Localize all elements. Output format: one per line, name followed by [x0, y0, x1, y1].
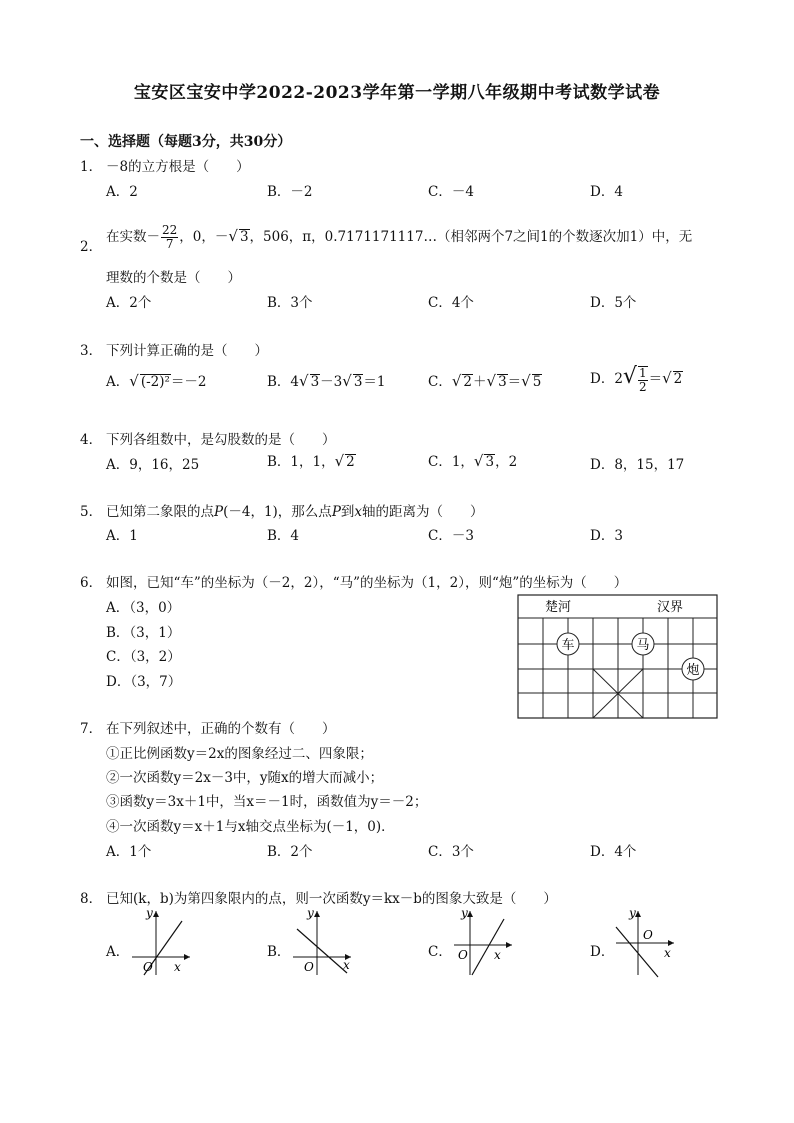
- question-text: －8的立方根是（ ）: [106, 159, 250, 175]
- denominator: 2: [638, 379, 647, 394]
- option-c: C．4个: [428, 295, 474, 311]
- option-d: D．4个: [590, 844, 637, 860]
- text-segment: 到: [340, 504, 355, 520]
- option-b: B．3个: [267, 295, 313, 311]
- piece-pao: [682, 658, 704, 680]
- question-number: 7．: [80, 721, 103, 737]
- graph-option-c: [448, 905, 518, 980]
- option-c: C．－4: [428, 184, 474, 200]
- text-var: P: [214, 504, 224, 520]
- option-label: B．4: [267, 374, 300, 390]
- radicand: (-2)²: [140, 374, 170, 390]
- option-b: B．: [267, 944, 291, 960]
- question-text: 如图，已知“车”的坐标为（－2，2），“马”的坐标为（1，2），则“炮”的坐标为（ ）: [106, 575, 628, 591]
- statement-2: ②一次函数y＝2x－3中，y随x的增大而减小；: [106, 770, 384, 786]
- option-c: C．: [428, 944, 452, 960]
- option-rest: ＝－2: [170, 374, 207, 390]
- radicand: 3: [498, 374, 507, 390]
- piece-ma-label: 马: [636, 638, 650, 653]
- board-label-left: 楚河: [545, 600, 572, 615]
- option-mid: ＋: [473, 374, 487, 390]
- option-b: [267, 370, 386, 390]
- question-text-line2: 理数的个数是（ ）: [106, 270, 241, 286]
- axis-x-label: x: [664, 946, 671, 960]
- text-segment: ，0，－: [179, 229, 229, 245]
- option-b: [267, 450, 356, 470]
- radicand: 3: [353, 374, 363, 390]
- text-segment: 轴的距离为（ ）: [362, 504, 484, 520]
- question-text: [106, 224, 692, 251]
- option-a: A．1个: [106, 844, 152, 860]
- text-segment: ，506，π，0.7171171117…（相邻两个7之间1的个数逐次加1）中，无: [249, 229, 693, 245]
- piece-che-label: 车: [561, 638, 575, 653]
- option-d: D．（3，7）: [106, 674, 182, 690]
- question-number: 5．: [80, 504, 103, 520]
- statement-4: ④一次函数y＝x＋1与x轴交点坐标为(－1，0)．: [106, 819, 395, 835]
- question-text: 在下列叙述中，正确的个数有（ ）: [106, 721, 336, 737]
- option-label: B．1，1，: [267, 454, 335, 470]
- text-segment: 已知第二象限的点: [106, 504, 214, 520]
- radical-sign: √: [662, 369, 672, 387]
- option-rest: ，2: [495, 454, 518, 470]
- radicand: 2: [463, 374, 472, 390]
- fraction: [638, 366, 648, 394]
- statement-3: ③函数y＝3x＋1中，当x＝－1时，函数值为y＝－2；: [106, 794, 428, 810]
- option-b: B．（3，1）: [106, 625, 181, 641]
- statement-1: ①正比例函数y＝2x的图象经过二、四象限；: [106, 746, 373, 762]
- option-label: D．2: [590, 371, 623, 387]
- radical-sign: √: [451, 372, 462, 390]
- question-text: 下列各组数中，是勾股数的是（ ）: [106, 432, 336, 448]
- question-number: 6．: [80, 575, 103, 591]
- page-title: 宝安区宝安中学2022-2023学年第一学期八年级期中考试数学试卷: [133, 83, 661, 103]
- radical-sign: √: [228, 227, 238, 245]
- question-number: 3．: [80, 343, 103, 359]
- option-b: B．4: [267, 528, 300, 544]
- numerator: 1: [638, 365, 647, 380]
- board-label-right: 汉界: [657, 600, 684, 615]
- radical-sign: √: [473, 452, 484, 470]
- radical-sign: √: [486, 372, 497, 390]
- option-c: [428, 450, 517, 470]
- radical-sign: √: [334, 452, 345, 470]
- option-d: [590, 364, 683, 394]
- option-label: A．: [106, 374, 130, 390]
- question-number: 2．: [80, 239, 103, 255]
- chess-board-figure: [517, 594, 719, 720]
- question-number: 4．: [80, 432, 103, 448]
- option-d: D．8，15，17: [590, 457, 685, 473]
- option-c: C．－3: [428, 528, 474, 544]
- option-label: C．1，: [428, 454, 474, 470]
- option-d: D．5个: [590, 295, 637, 311]
- option-label: C．: [428, 374, 452, 390]
- radicand: 3: [310, 374, 320, 390]
- origin-label: O: [304, 960, 314, 974]
- radical-sign: √: [622, 364, 637, 389]
- option-d: D．: [590, 944, 615, 960]
- graph-option-d: [610, 905, 680, 980]
- numerator: 22: [162, 223, 178, 237]
- axis-y-label: y: [629, 906, 636, 920]
- piece-che: [557, 633, 579, 655]
- origin-label: O: [458, 948, 468, 962]
- radicand: 3: [239, 229, 249, 245]
- option-a: A．2: [106, 184, 138, 200]
- graph-option-a: [126, 905, 196, 980]
- origin-label: O: [143, 960, 153, 974]
- option-a: A．2个: [106, 295, 152, 311]
- option-d: D．3: [590, 528, 623, 544]
- piece-ma: [632, 633, 654, 655]
- option-eq: ＝: [648, 371, 663, 387]
- axis-x-label: x: [343, 958, 350, 972]
- question-number: 1．: [80, 159, 103, 175]
- radicand: 5: [532, 374, 542, 390]
- axis-y-label: y: [461, 906, 468, 920]
- text-segment: (－4，1)，那么点: [223, 504, 332, 520]
- question-text: 已知(k，b)为第四象限内的点，则一次函数y＝kx－b的图象大致是（ ）: [106, 891, 557, 907]
- option-rest: ＝1: [363, 374, 386, 390]
- axis-x-label: x: [494, 948, 501, 962]
- option-a: A．1: [106, 528, 138, 544]
- axis-x-label: x: [174, 960, 181, 974]
- axis-y-label: y: [307, 906, 314, 920]
- radical-sign: √: [342, 372, 352, 390]
- option-b: B．2个: [267, 844, 313, 860]
- option-mid: －3: [320, 374, 343, 390]
- radicand: 2: [346, 454, 355, 470]
- option-c: C．（3，2）: [106, 649, 181, 665]
- radicand: 2: [673, 371, 683, 387]
- fraction: [161, 224, 178, 251]
- option-b: B．－2: [267, 184, 313, 200]
- question-number: 8．: [80, 891, 103, 907]
- text-var: P: [331, 504, 341, 520]
- radical-sign: √: [299, 372, 309, 390]
- option-a: A．（3，0）: [106, 600, 181, 616]
- origin-label: O: [643, 928, 653, 942]
- piece-pao-label: 炮: [686, 663, 700, 678]
- question-text: 下列计算正确的是（ ）: [106, 343, 268, 359]
- text-var: x: [354, 504, 363, 520]
- radical-sign: √: [521, 372, 531, 390]
- radical-sign: √: [129, 372, 139, 390]
- option-eq: ＝: [507, 374, 522, 390]
- option-c: C．3个: [428, 844, 474, 860]
- line-graph: [472, 919, 504, 975]
- text-segment: 在实数－: [106, 229, 160, 245]
- option-d: D．4: [590, 184, 623, 200]
- radicand: 3: [485, 454, 495, 470]
- option-a: [106, 370, 207, 390]
- option-c: [428, 370, 542, 390]
- option-a: A．: [106, 944, 130, 960]
- question-text: [106, 500, 484, 520]
- axis-y-label: y: [146, 906, 153, 920]
- section-heading: 一、选择题（每题3分，共30分）: [80, 134, 292, 150]
- denominator: 7: [165, 237, 174, 251]
- option-a: A．9，16，25: [106, 457, 200, 473]
- graph-option-b: [287, 905, 357, 980]
